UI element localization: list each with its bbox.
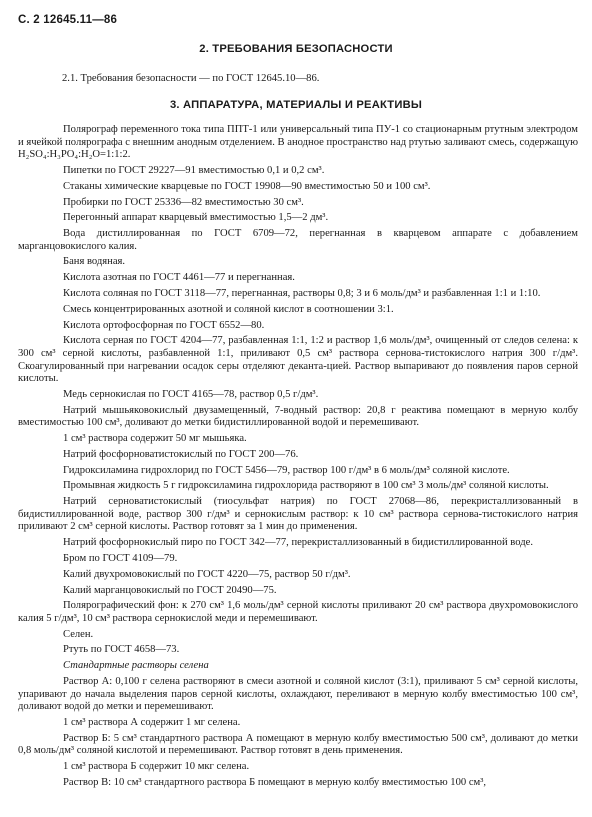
section-2-text: 2.1. Требования безопасности — по ГОСТ 12645.10—86.: [62, 73, 320, 84]
paragraph: Натрий мышьяковокислый двузамещенный, 7-водный раствор: 20,8 г реактива помещают в мерную колбу вместимостью 100 см³, доливают до метки бидистиллированной водой и перемешивают.: [18, 404, 578, 429]
paragraph: Медь сернокислая по ГОСТ 4165—78, раствор 0,5 г/дм³.: [63, 388, 319, 400]
paragraph: Гидроксиламина гидрохлорид по ГОСТ 5456—79, раствор 100 г/дм³ в 6 моль/дм³ соляной кислоте.: [63, 464, 510, 476]
paragraph: Вода дистиллированная по ГОСТ 6709—72, перегнанная в кварцевом аппарате с добавлением марганцовокислого калия.: [18, 228, 578, 252]
paragraph: Калий марганцовокислый по ГОСТ 20490—75.: [63, 584, 277, 596]
paragraph: Баня водяная.: [63, 256, 126, 268]
paragraph: Селен.: [63, 628, 94, 640]
paragraph: Натрий фосфорноватистокислый по ГОСТ 200—76.: [63, 448, 299, 460]
paragraph: Бром по ГОСТ 4109—79.: [63, 552, 178, 564]
paragraph: Стаканы химические кварцевые по ГОСТ 19908—90 вместимостью 50 и 100 см³.: [63, 180, 431, 192]
paragraph: 1 см³ раствора А содержит 1 мг селена.: [63, 717, 241, 728]
paragraph: Кислота серная по ГОСТ 4204—77, разбавленная 1:1, 1:2 и раствор 1,6 моль/дм³, очищенный от следов селена: к 300 см³ серной кислоты, разбавленной 1:1, приливают 0,5 см³ раствора сернова-тистокислого натрия 300 г/дм³. Скоагулированный при нагревании осадок серы отделяют деканта-цией. Раствор выпаривают до появления паров серной кислоты.: [18, 335, 578, 385]
paragraph: Натрий фосфорнокислый пиро по ГОСТ 342—77, перекристаллизованный в бидистиллированной воде.: [63, 537, 533, 549]
paragraph: Раствор Б: 5 см³ стандартного раствора А помещают в мерную колбу вместимостью 500 см³, доливают до метки 0,8 моль/дм³ соляной кислотой и перемешивают. Раствор готовят в день применения.: [18, 732, 578, 757]
paragraph: 1 см³ раствора Б содержит 10 мкг селена.: [63, 761, 250, 773]
paragraph: Кислота соляная по ГОСТ 3118—77, перегнанная, растворы 0,8; 3 и 6 моль/дм³ и разбавленная 1:1 и 1:10.: [63, 288, 541, 300]
subsection-heading: Стандартные растворы селена: [63, 660, 209, 672]
paragraph: Натрий серноватистокислый (тиосульфат натрия) по ГОСТ 27068—86, перекристаллизованный в бидистиллированной воде, раствор 300 г/дм³ и сернокислым раствор: к 10 см³ раствора сернова-тистокислого натрия приливают 2 см³ серной кислоты. Раствор готовят за 1 мин до применения.: [18, 496, 578, 533]
paragraph: Раствор А: 0,100 г селена растворяют в смеси азотной и соляной кислот (3:1), приливают 5 см³ серной кислоты, упаривают до начала выделения паров серной кислоты, охлаждают, переливают в мерную колбу вместимостью 100 см³, доливают водой до метки и перемешивают.: [18, 676, 578, 713]
paragraph: Калий двухромовокислый по ГОСТ 4220—75, раствор 50 г/дм³.: [63, 568, 351, 580]
paragraph: Пипетки по ГОСТ 29227—91 вместимостью 0,1 и 0,2 см³.: [63, 164, 325, 176]
paragraph: 1 см³ раствора содержит 50 мг мышьяка.: [63, 433, 247, 445]
paragraph: Полярограф переменного тока типа ППТ-1 или универсальный типа ПУ-1 со стационарным ртутным электродом и ячейкой полярографа с внешним анодным отделением. В анодное пространство над ртутью заливают смесь, содержащую H₂SO₄:H₃PO₄:H₂O=1:1:2.: [18, 124, 578, 161]
paragraph: Кислота азотная по ГОСТ 4461—77 и перегнанная.: [63, 272, 295, 284]
paragraph: Пробирки по ГОСТ 25336—82 вместимостью 30 см³.: [63, 196, 304, 208]
paragraph: Кислота ортофосфорная по ГОСТ 6552—80.: [63, 319, 265, 331]
section-3-title: 3. АППАРАТУРА, МАТЕРИАЛЫ И РЕАКТИВЫ: [169, 99, 423, 111]
page-header: С. 2 12645.11—86: [18, 14, 118, 26]
paragraph: Перегонный аппарат кварцевый вместимостью 1,5—2 дм³.: [63, 212, 329, 224]
paragraph: Промывная жидкость 5 г гидроксиламина гидрохлорида растворяют в 100 см³ 3 моль/дм³ соляной кислоты.: [63, 480, 549, 492]
paragraph: Ртуть по ГОСТ 4658—73.: [63, 644, 180, 656]
paragraph: Полярографический фон: к 270 см³ 1,6 моль/дм³ серной кислоты приливают 20 см³ раствора двухромовокислого калия 5 г/дм³, 10 см³ раствора сернокислой меди и перемешивают.: [18, 600, 578, 624]
section-3-body: [18, 124, 578, 793]
paragraph: Смесь концентрированных азотной и соляной кислот в соотношении 3:1.: [63, 303, 394, 315]
paragraph: Раствор В: 10 см³ стандартного раствора Б помещают в мерную колбу вместимостью 100 см³,: [63, 776, 487, 788]
section-2-title: 2. ТРЕБОВАНИЯ БЕЗОПАСНОСТИ: [199, 43, 393, 55]
